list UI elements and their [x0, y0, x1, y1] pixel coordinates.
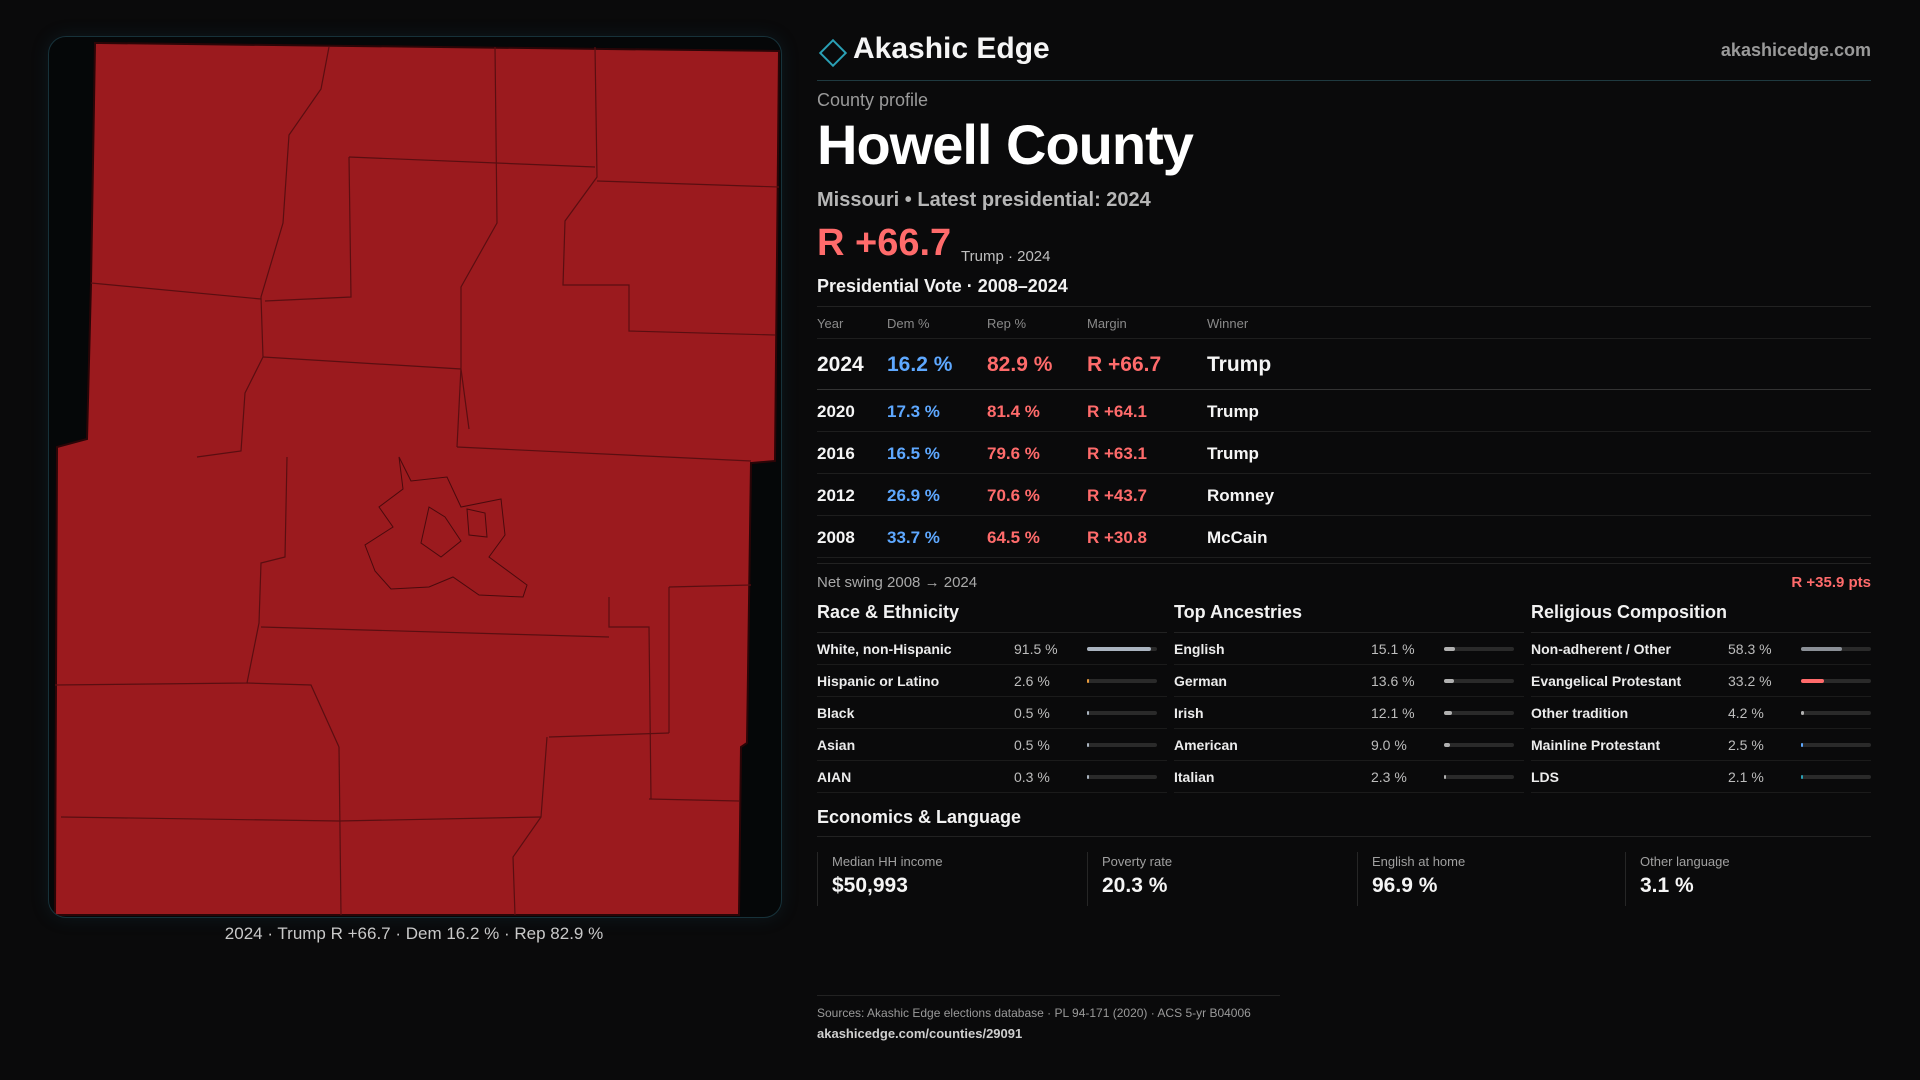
stat-percent: 2.1 % [1728, 769, 1764, 785]
stat-label: Asian [817, 737, 856, 753]
list-item [817, 633, 1167, 665]
econ-label: Other language [1640, 854, 1730, 869]
stat-percent: 2.6 % [1014, 673, 1050, 689]
religion-section [1531, 602, 1871, 793]
stat-label: Hispanic or Latino [817, 673, 940, 689]
county-shape[interactable] [55, 43, 779, 915]
stat-percent: 2.3 % [1371, 769, 1407, 785]
stat-bar-track [1444, 743, 1514, 747]
econ-value: 96.9 % [1372, 874, 1438, 897]
row-margin: R +63.1 [1087, 444, 1148, 463]
stat-bar-fill [1087, 743, 1089, 747]
stat-percent: 0.5 % [1014, 737, 1050, 753]
divider [817, 836, 1871, 837]
row-rep: 70.6 % [987, 486, 1040, 505]
stat-bar-fill [1087, 647, 1151, 651]
list-item [817, 697, 1167, 729]
stat-label: Italian [1174, 769, 1215, 785]
headline-margin: R +66.7 [817, 222, 952, 264]
row-year: 2012 [817, 486, 855, 505]
stat-percent: 15.1 % [1371, 641, 1415, 657]
stat-percent: 4.2 % [1728, 705, 1764, 721]
list-item [817, 665, 1167, 697]
stat-bar-track [1444, 647, 1514, 651]
row-dem: 16.2 % [887, 353, 953, 376]
col-margin: Margin [1087, 316, 1127, 331]
county-map-svg [49, 37, 781, 917]
row-dem: 33.7 % [887, 528, 940, 547]
site-link[interactable]: akashicedge.com [1720, 40, 1871, 60]
econ-median-income [817, 852, 1067, 906]
row-margin: R +30.8 [1087, 528, 1148, 547]
econ-label: Median HH income [832, 854, 943, 869]
stat-percent: 13.6 % [1371, 673, 1415, 689]
stat-percent: 33.2 % [1728, 673, 1772, 689]
stat-label: AIAN [817, 769, 852, 785]
stat-percent: 0.3 % [1014, 769, 1050, 785]
econ-label: Poverty rate [1102, 854, 1173, 869]
county-map[interactable] [48, 36, 782, 918]
list-item [1174, 665, 1524, 697]
race-title: Race & Ethnicity [817, 602, 1167, 633]
stat-label: White, non-Hispanic [817, 641, 952, 657]
stat-label: Irish [1174, 705, 1204, 721]
row-year: 2008 [817, 528, 855, 547]
row-winner: McCain [1207, 528, 1268, 547]
row-year: 2016 [817, 444, 855, 463]
list-item [1174, 697, 1524, 729]
stat-bar-fill [1444, 711, 1452, 715]
econ-value: 20.3 % [1102, 874, 1168, 897]
stat-bar-fill [1801, 711, 1804, 715]
stat-bar-track [1444, 679, 1514, 683]
religion-list [1531, 633, 1871, 793]
list-item [1174, 729, 1524, 761]
stat-bar-track [1801, 647, 1871, 651]
list-item [1531, 729, 1871, 761]
page-subtitle: Missouri • Latest presidential: 2024 [817, 189, 1151, 211]
vote-table-title: Presidential Vote · 2008–2024 [817, 276, 1068, 296]
row-rep: 79.6 % [987, 444, 1040, 463]
sources-link[interactable]: akashicedge.com/counties/29091 [817, 1026, 1023, 1041]
col-winner: Winner [1207, 316, 1249, 331]
table-row [817, 474, 1871, 516]
row-winner: Trump [1207, 353, 1272, 376]
ancestry-list [1174, 633, 1524, 793]
stat-bar-fill [1444, 679, 1454, 683]
headline-margin-note: Trump · 2024 [961, 248, 1051, 265]
map-caption: 2024 · Trump R +66.7 · Dem 16.2 % · Rep 82.9 % [224, 924, 604, 943]
ancestry-section [1174, 602, 1524, 793]
row-rep: 81.4 % [987, 402, 1040, 421]
stat-percent: 9.0 % [1371, 737, 1407, 753]
economics-title: Economics & Language [817, 807, 1022, 827]
stat-bar-track [1087, 775, 1157, 779]
stat-bar-track [1801, 775, 1871, 779]
econ-english-home [1357, 852, 1607, 906]
row-winner: Romney [1207, 486, 1275, 505]
row-year: 2020 [817, 402, 855, 421]
stat-bar-track [1801, 711, 1871, 715]
list-item [1531, 761, 1871, 793]
diamond-icon [819, 39, 847, 67]
row-winner: Trump [1207, 402, 1259, 421]
race-list [817, 633, 1167, 793]
row-dem: 17.3 % [887, 402, 940, 421]
brand-name[interactable]: Akashic Edge [853, 32, 1050, 65]
row-margin: R +43.7 [1087, 486, 1148, 505]
row-dem: 26.9 % [887, 486, 940, 505]
stat-label: German [1174, 673, 1227, 689]
stat-bar-track [1087, 743, 1157, 747]
page-title: Howell County [817, 113, 1193, 176]
row-margin: R +66.7 [1087, 353, 1162, 376]
econ-value: $50,993 [832, 874, 908, 897]
stat-label: Mainline Protestant [1531, 737, 1661, 753]
stat-bar-track [1444, 711, 1514, 715]
stat-bar-fill [1801, 647, 1842, 651]
econ-poverty-rate [1087, 852, 1337, 906]
sources-text: Sources: Akashic Edge elections database · PL 94-171 (2020) · ACS 5-yr B04006 [817, 1006, 1251, 1020]
list-item [1531, 633, 1871, 665]
row-rep: 64.5 % [987, 528, 1040, 547]
stat-percent: 2.5 % [1728, 737, 1764, 753]
ancestry-title: Top Ancestries [1174, 602, 1524, 633]
list-item [1531, 697, 1871, 729]
race-section [817, 602, 1167, 793]
stat-label: Other tradition [1531, 705, 1629, 721]
vote-table [817, 306, 1871, 558]
profile-panel [817, 0, 1871, 1080]
stat-bar-track [1801, 679, 1871, 683]
net-swing-value: R +35.9 pts [1791, 574, 1871, 591]
stat-bar-fill [1444, 743, 1450, 747]
religion-title: Religious Composition [1531, 602, 1871, 633]
stat-percent: 0.5 % [1014, 705, 1050, 721]
stat-label: LDS [1531, 769, 1559, 785]
stat-percent: 12.1 % [1371, 705, 1415, 721]
col-dem: Dem % [887, 316, 930, 331]
stat-bar-fill [1444, 647, 1455, 651]
stat-bar-track [1087, 679, 1157, 683]
stat-percent: 58.3 % [1728, 641, 1772, 657]
stat-bar-track [1087, 711, 1157, 715]
list-item [1174, 633, 1524, 665]
stat-label: Black [817, 705, 855, 721]
table-row [817, 432, 1871, 474]
row-margin: R +64.1 [1087, 402, 1148, 421]
stat-bar-track [1801, 743, 1871, 747]
eyebrow: County profile [817, 90, 929, 110]
stat-bar-fill [1087, 775, 1089, 779]
table-row [817, 339, 1871, 390]
stat-bar-fill [1087, 711, 1089, 715]
list-item [817, 761, 1167, 793]
stat-bar-fill [1801, 775, 1803, 779]
net-swing [817, 563, 1871, 591]
row-winner: Trump [1207, 444, 1259, 463]
stat-label: English [1174, 641, 1225, 657]
col-rep: Rep % [987, 316, 1027, 331]
list-item [1174, 761, 1524, 793]
list-item [1531, 665, 1871, 697]
list-item [817, 729, 1167, 761]
table-row [817, 516, 1871, 558]
econ-other-language [1625, 852, 1875, 906]
row-dem: 16.5 % [887, 444, 940, 463]
stat-bar-track [1444, 775, 1514, 779]
stat-bar-fill [1801, 679, 1824, 683]
stat-bar-fill [1801, 743, 1803, 747]
vote-table-header [817, 307, 1871, 339]
table-row [817, 390, 1871, 432]
header [817, 32, 1871, 81]
stat-label: Evangelical Protestant [1531, 673, 1682, 689]
stat-label: American [1174, 737, 1238, 753]
econ-value: 3.1 % [1640, 874, 1694, 897]
stat-bar-fill [1087, 679, 1089, 683]
stat-percent: 91.5 % [1014, 641, 1058, 657]
net-swing-label: Net swing 2008 → 2024 [817, 574, 978, 591]
row-rep: 82.9 % [987, 353, 1053, 376]
stat-bar-track [1087, 647, 1157, 651]
col-year: Year [817, 316, 844, 331]
divider [817, 995, 1280, 996]
stat-label: Non-adherent / Other [1531, 641, 1672, 657]
row-year: 2024 [817, 353, 864, 376]
stat-bar-fill [1444, 775, 1446, 779]
econ-label: English at home [1372, 854, 1466, 869]
